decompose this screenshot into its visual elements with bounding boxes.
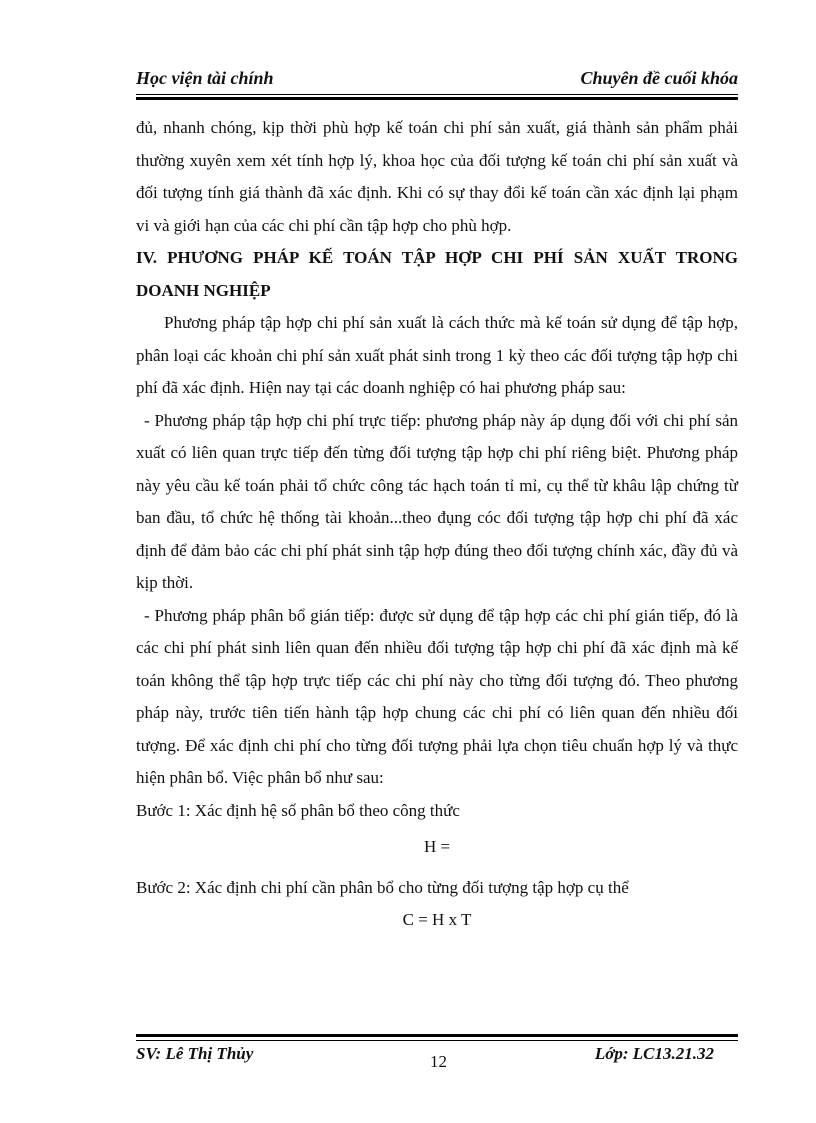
paragraph-indirect-method: - Phương pháp phân bổ gián tiếp: được sử dụng để tập hợp các chi phí gián tiếp, đó là các chi phí phát sinh liên quan đến nhiều đối tượng tập hợp chi phí đã xác định mà kế toán không thể tập hợp trực tiếp các chi phí này cho từng đối tượng đó. Theo phương pháp này, trước tiên tiến hành tập hợp chung các chi phí có liên quan đến nhiều đối tượng. Để xác định chi phí cho từng đối tượng phải lựa chọn tiêu chuẩn hợp lý và thực hiện phân bổ. Việc phân bổ như sau: [136, 605, 738, 787]
footer-student: SV: Lê Thị Thủy [136, 1044, 254, 1063]
footer-rule-thick [136, 1034, 738, 1037]
page-header [136, 68, 738, 92]
footer-class: Lớp: LC13.21.32 [594, 1044, 714, 1063]
step-1: Bước 1: Xác định hệ số phân bổ theo công thức [136, 800, 460, 820]
step-2: Bước 2: Xác định chi phí cần phân bổ cho từng đối tượng tập hợp cụ thể [136, 877, 629, 897]
header-institution: Học viện tài chính [136, 68, 274, 88]
footer-rule-thin [136, 1040, 738, 1041]
paragraph-continuation: đủ, nhanh chóng, kịp thời phù hợp kế toán chi phí sản xuất, giá thành sản phẩm phải thường xuyên xem xét tính hợp lý, khoa học của đối tượng kế toán chi phí sản xuất và đối tượng tính giá thành đã xác định. Khi có sự thay đổi kế toán cần xác định lại phạm vi và giới hạn của các chi phí cần tập hợp cho phù hợp. [136, 118, 738, 235]
page-body [136, 112, 738, 937]
formula-h: H = [423, 837, 451, 856]
page-footer [136, 1044, 738, 1072]
header-document-type: Chuyên đề cuối khóa [580, 68, 738, 88]
paragraph-direct-method: - Phương pháp tập hợp chi phí trực tiếp: phương pháp này áp dụng đối với chi phí sản xuất có liên quan trực tiếp đến từng đối tượng tập hợp chi phí riêng biệt. Phương pháp này yêu cầu kế toán phải tổ chức công tác hạch toán tỉ mỉ, cụ thể từ khâu lập chứng từ ban đầu, tổ chức hệ thống tài khoản...theo đụng cóc đối tượng tập hợp chi phí đã xác định để đảm bảo các chi phí phát sinh tập hợp đúng theo đối tượng chính xác, đầy đủ và kịp thời. [136, 410, 738, 592]
formula-c: C = H x T [402, 910, 472, 929]
header-rule-thick [136, 97, 738, 100]
page-number: 12 [430, 1052, 447, 1071]
header-rule-thin [136, 94, 738, 95]
paragraph-intro: Phương pháp tập hợp chi phí sản xuất là cách thức mà kế toán sử dụng để tập hợp, phân loại các khoản chi phí sản xuất phát sinh trong 1 kỳ theo các đối tượng tập hợp chi phí đã xác định. Hiện nay tại các doanh nghiệp có hai phương pháp sau: [136, 313, 738, 397]
section-heading: IV. PHƯƠNG PHÁP KẾ TOÁN TẬP HỢP CHI PHÍ SẢN XUẤT TRONG DOANH NGHIỆP [136, 248, 738, 300]
